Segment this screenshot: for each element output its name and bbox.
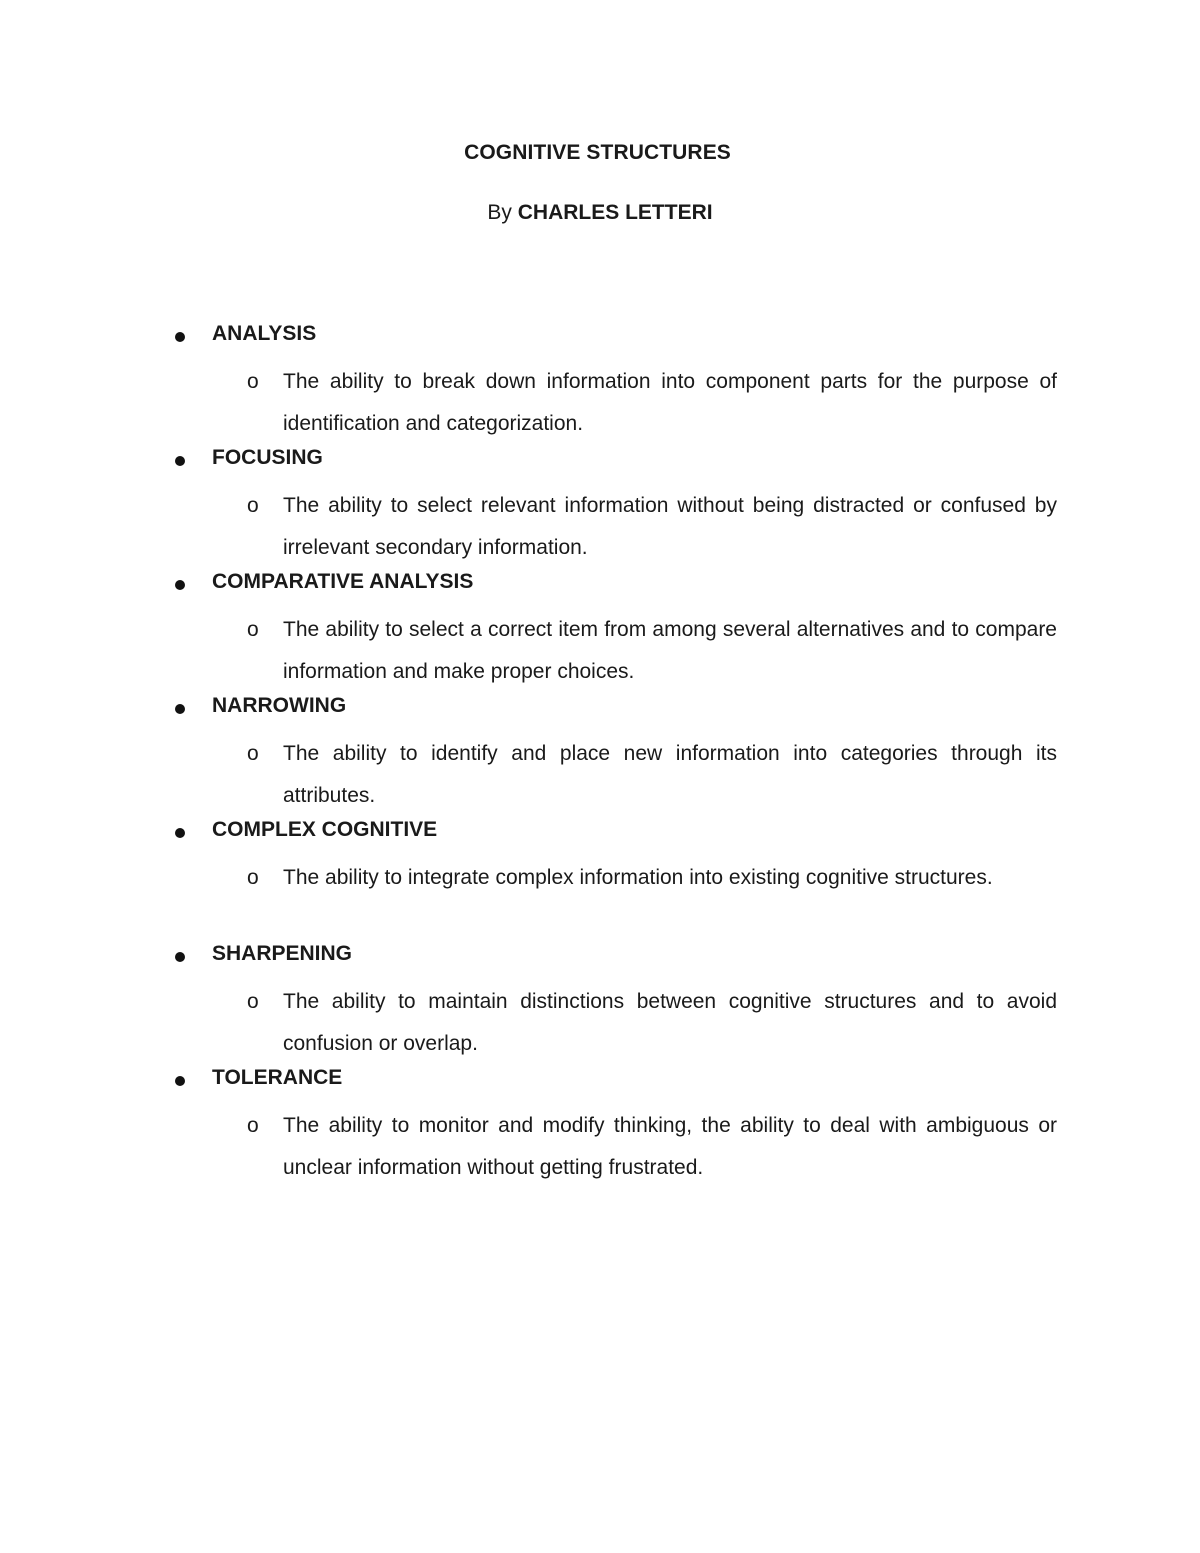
bullet-icon xyxy=(175,1076,185,1086)
definition xyxy=(0,1105,1200,1189)
definition-text: The ability to select a correct item from among several alternatives and to compare information and make proper choices. xyxy=(283,618,1057,683)
byline-prefix: By xyxy=(487,201,512,224)
bullet-icon xyxy=(175,580,185,590)
definition-text: The ability to maintain distinctions between cognitive structures and to avoid confusion or overlap. xyxy=(283,990,1057,1055)
list-item xyxy=(0,1065,1200,1189)
definition xyxy=(0,361,1200,445)
definition xyxy=(0,485,1200,569)
term-label: SHARPENING xyxy=(212,942,353,965)
term-heading xyxy=(0,321,1200,361)
bullet-icon xyxy=(175,828,185,838)
bullet-icon xyxy=(175,456,185,466)
term-label: FOCUSING xyxy=(212,446,323,469)
sub-bullet-icon: o xyxy=(247,494,259,517)
definition-text: The ability to identify and place new information into categories through its attributes. xyxy=(283,742,1057,807)
term-heading xyxy=(0,693,1200,733)
term-heading xyxy=(0,817,1200,857)
list-item xyxy=(0,445,1200,569)
definition-text: The ability to monitor and modify thinking, the ability to deal with ambiguous or unclear information without getting frustrated. xyxy=(283,1114,1057,1179)
definition-text: The ability to select relevant information without being distracted or confused by irrelevant secondary information. xyxy=(283,494,1057,559)
term-heading xyxy=(0,569,1200,609)
definition xyxy=(0,981,1200,1065)
list-item xyxy=(0,569,1200,693)
term-heading xyxy=(0,1065,1200,1105)
list-item xyxy=(0,321,1200,445)
sub-bullet-icon: o xyxy=(247,370,259,393)
term-label: ANALYSIS xyxy=(212,322,317,345)
definition xyxy=(0,609,1200,693)
bullet-icon xyxy=(175,332,185,342)
list-item xyxy=(0,693,1200,817)
bullet-icon xyxy=(175,952,185,962)
term-heading xyxy=(0,445,1200,485)
document-byline xyxy=(0,201,1200,225)
term-label: COMPLEX COGNITIVE xyxy=(212,818,438,841)
term-heading xyxy=(0,941,1200,981)
sub-bullet-icon: o xyxy=(247,990,259,1013)
definition-text: The ability to break down information into component parts for the purpose of identification and categorization. xyxy=(283,370,1057,435)
definition-text: The ability to integrate complex information into existing cognitive structures. xyxy=(283,866,993,889)
sub-bullet-icon: o xyxy=(247,618,259,641)
sub-bullet-icon: o xyxy=(247,742,259,765)
list-item xyxy=(0,941,1200,1065)
term-list xyxy=(0,321,1200,1189)
term-label: NARROWING xyxy=(212,694,347,717)
bullet-icon xyxy=(175,704,185,714)
term-label: TOLERANCE xyxy=(212,1066,343,1089)
sub-bullet-icon: o xyxy=(247,1114,259,1137)
sub-bullet-icon: o xyxy=(247,866,259,889)
definition xyxy=(0,857,1200,941)
list-item xyxy=(0,817,1200,941)
definition xyxy=(0,733,1200,817)
term-label: COMPARATIVE ANALYSIS xyxy=(212,570,474,593)
document-title: COGNITIVE STRUCTURES xyxy=(464,141,731,164)
author-name: CHARLES LETTERI xyxy=(517,201,713,224)
